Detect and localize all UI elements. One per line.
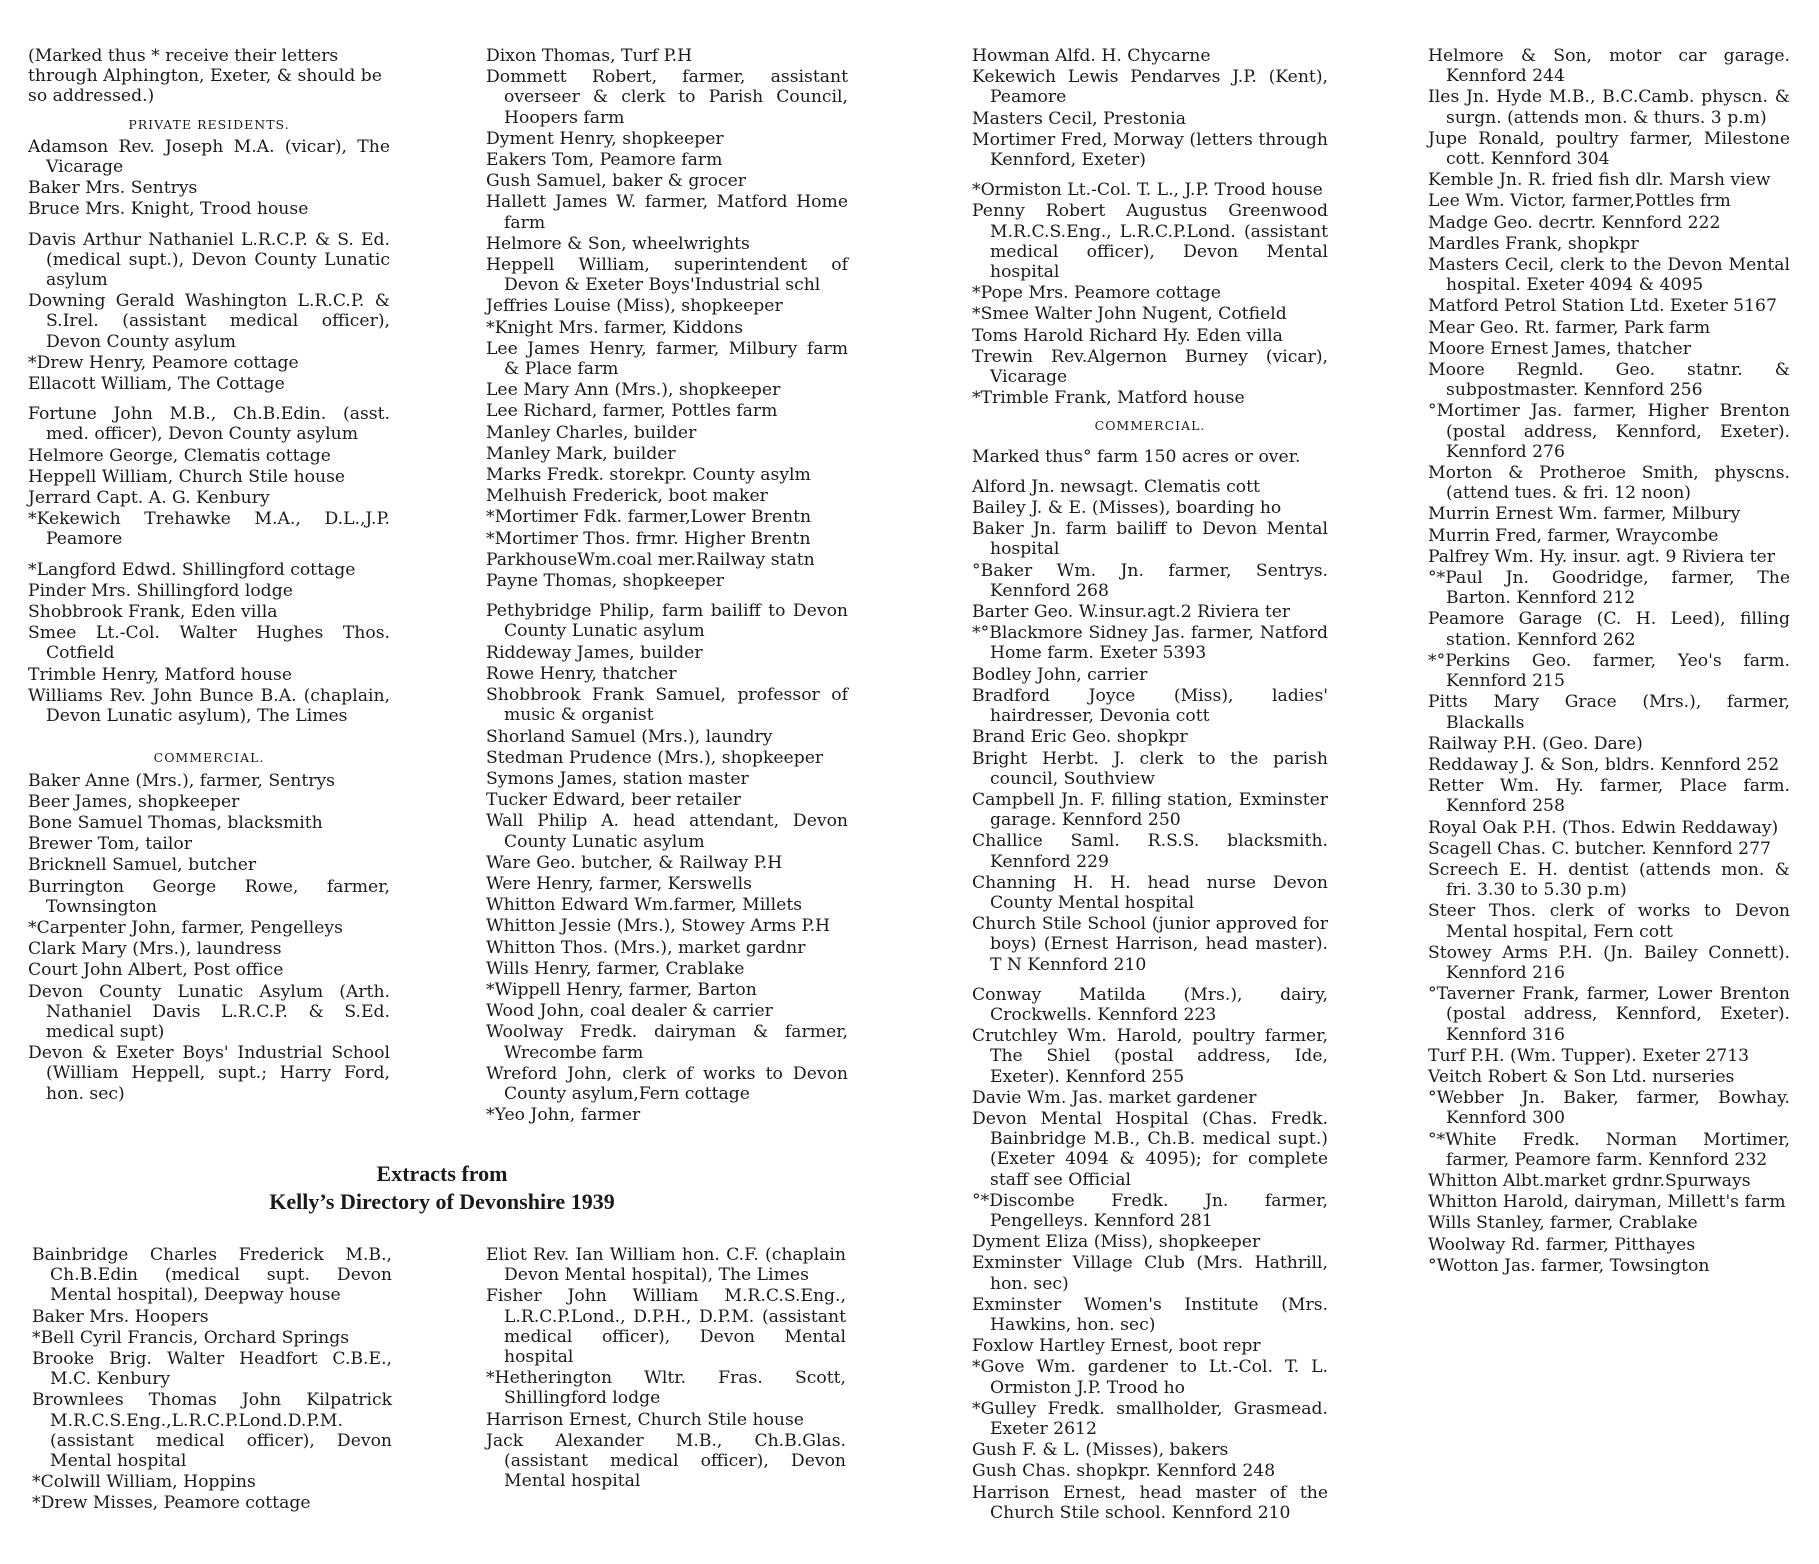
directory-entry: Scagell Chas. C. butcher. Kennford 277 [1428, 838, 1771, 859]
directory-entry: Stowey Arms P.H. (Jn. Bailey Connett). Kennford 216 [1428, 942, 1790, 983]
directory-entry: Mear Geo. Rt. farmer, Park farm [1428, 317, 1711, 338]
directory-entry: °Wotton Jas. farmer, Towsington [1428, 1255, 1710, 1276]
directory-entry: Screech E. H. dentist (attends mon. & fri. 3.30 to 5.30 p.m) [1428, 859, 1790, 901]
directory-entry: Bainbridge Charles Frederick M.B., Ch.B.Edin (medical supt. Devon Mental hospital), Deepway house [32, 1245, 392, 1306]
directory-entry: Mortimer Fred, Morway (letters through Kennford, Exeter) [972, 129, 1328, 171]
directory-entry: Melhuish Frederick, boot maker [486, 486, 768, 507]
directory-entry: Murrin Fred, farmer, Wraycombe [1428, 525, 1719, 546]
directory-entry: *°Perkins Geo. farmer, Yeo's farm. Kennford 215 [1428, 650, 1790, 692]
commercial-list [28, 771, 390, 1104]
directory-entry: *Kekewich Trehawke M.A., D.L.,J.P. Peamore [28, 509, 390, 550]
directory-entry: Burrington George Rowe, farmer, Townsington [28, 876, 390, 917]
directory-entry: Rowe Henry, thatcher [486, 663, 677, 684]
directory-entry: Lee Mary Ann (Mrs.), shopkeeper [486, 380, 781, 401]
directory-entry: Pinder Mrs. Shillingford lodge [28, 580, 293, 601]
directory-entry: Moore Regnld. Geo. statnr. & subpostmaster. Kennford 256 [1428, 360, 1790, 401]
directory-entry: Dixon Thomas, Turf P.H [486, 46, 693, 66]
directory-entry: *Drew Henry, Peamore cottage [28, 352, 299, 373]
directory-entry: *Wippell Henry, farmer, Barton [486, 979, 757, 1000]
directory-entry: Hallett James W. farmer, Matford Home farm [486, 192, 848, 233]
directory-entry: *Bell Cyril Francis, Orchard Springs [32, 1327, 350, 1348]
directory-entry: *Yeo John, farmer [486, 1105, 641, 1126]
directory-entry: Toms Harold Richard Hy. Eden villa [972, 325, 1283, 346]
directory-entry: Pethybridge Philip, farm bailiff to Devon County Lunatic asylum [486, 601, 848, 642]
directory-entry: Baker Mrs. Sentrys [28, 178, 198, 199]
directory-entry: Turf P.H. (Wm. Tupper). Exeter 2713 [1428, 1045, 1750, 1066]
directory-entry: Steer Thos. clerk of works to Devon Mental hospital, Fern cott [1428, 901, 1790, 942]
directory-entry: Lee James Henry, farmer, Milbury farm & Place farm [486, 338, 848, 380]
directory-entry: Trimble Henry, Matford house [28, 664, 293, 685]
directory-entry: Madge Geo. decrtr. Kennford 222 [1428, 212, 1721, 233]
directory-entry: Helmore & Son, motor car garage. Kennford 244 [1428, 46, 1790, 87]
directory-entry: Kemble Jn. R. fried fish dlr. Marsh view [1428, 170, 1771, 191]
directory-entry: Helmore George, Clematis cottage [28, 445, 331, 466]
directory-entry: Wills Stanley, farmer, Crablake [1428, 1213, 1698, 1234]
directory-entry: Devon Mental Hospital (Chas. Fredk. Bainbridge M.B., Ch.B. medical supt.) (Exeter 4094 & 4095); for complete staff see Official [972, 1108, 1328, 1190]
directory-entry: Wood John, coal dealer & carrier [486, 1001, 773, 1022]
directory-entry: Crutchley Wm. Harold, poultry farmer, The Shiel (postal address, Ide, Exeter). Kennford 255 [972, 1026, 1328, 1087]
directory-entry: Adamson Rev. Joseph M.A. (vicar), The Vicarage [28, 136, 390, 178]
column-2 [486, 46, 848, 1126]
directory-entry: Peamore Garage (C. H. Leed), filling station. Kennford 262 [1428, 609, 1790, 650]
directory-entry: *Gulley Fredk. smallholder, Grasmead. Exeter 2612 [972, 1398, 1328, 1439]
column-1 [28, 46, 390, 1105]
directory-entry: Moore Ernest James, thatcher [1428, 338, 1691, 359]
directory-entry: Shorland Samuel (Mrs.), laundry [486, 726, 773, 747]
directory-entry: Channing H. H. head nurse Devon County Mental hospital [972, 872, 1328, 913]
directory-entry: Were Henry, farmer, Kerswells [486, 873, 752, 894]
directory-entry: Stedman Prudence (Mrs.), shopkeeper [486, 747, 824, 768]
directory-entry: Palfrey Wm. Hy. insur. agt. 9 Riviera ter [1428, 546, 1775, 567]
directory-entry: Conway Matilda (Mrs.), dairy, Crockwells. Kennford 223 [972, 984, 1328, 1025]
directory-entry: Ware Geo. butcher, & Railway P.H [486, 852, 783, 873]
extract-heading [220, 1160, 664, 1216]
directory-entry: Penny Robert Augustus Greenwood M.R.C.S.Eng., L.R.C.P.Lond. (assistant medical officer), Devon Mental hospital [972, 201, 1328, 283]
directory-entry: Baker Mrs. Hoopers [32, 1306, 209, 1327]
directory-entry: Wreford John, clerk of works to Devon County asylum,Fern cottage [486, 1063, 848, 1104]
column-1939-a [32, 1245, 392, 1515]
heading-line-2: Kelly’s Directory of Devonshire 1939 [269, 1189, 615, 1214]
directory-entry: Dommett Robert, farmer, assistant overseer & clerk to Parish Council, Hoopers farm [486, 67, 848, 128]
directory-entry: Howman Alfd. H. Chycarne [972, 46, 1211, 66]
directory-entry: Lee Richard, farmer, Pottles farm [486, 401, 778, 422]
directory-entry: Dyment Eliza (Miss), shopkeeper [972, 1232, 1261, 1253]
directory-entry: Masters Cecil, Prestonia [972, 108, 1186, 129]
directory-entry: Gush F. & L. (Misses), bakers [972, 1440, 1229, 1461]
directory-entry: Williams Rev. John Bunce B.A. (chaplain, Devon Lunatic asylum), The Limes [28, 685, 390, 727]
directory-entry: Devon County Lunatic Asylum (Arth. Nathaniel Davis L.R.C.P. & S.Ed. medical supt) [28, 981, 390, 1042]
directory-entry: Brand Eric Geo. shopkpr [972, 727, 1188, 748]
directory-entry: Bricknell Samuel, butcher [28, 855, 257, 876]
directory-entry: Tucker Edward, beer retailer [486, 790, 742, 811]
private-residents-heading: PRIVATE RESIDENTS. [128, 116, 290, 132]
directory-entry: Woolway Rd. farmer, Pitthayes [1428, 1234, 1696, 1255]
directory-entry: Jeffries Louise (Miss), shopkeeper [486, 296, 783, 317]
directory-entry: Davie Wm. Jas. market gardener [972, 1087, 1257, 1108]
directory-entry: Whitton Jessie (Mrs.), Stowey Arms P.H [486, 916, 831, 937]
directory-entry: Morton & Protheroe Smith, physcns. (attend tues. & fri. 12 noon) [1428, 463, 1790, 504]
commercial-heading-1939: COMMERCIAL. [1094, 418, 1206, 434]
directory-entry: Wills Henry, farmer, Crablake [486, 958, 745, 979]
letters-note: (Marked thus * receive their letters through Alphington, Exeter, & should be so addressed.) [28, 46, 382, 107]
directory-entry: Marks Fredk. storekpr. County asylm [486, 465, 811, 486]
directory-entry: Davis Arthur Nathaniel L.R.C.P. & S. Ed. (medical supt.), Devon County Lunatic asylum [28, 229, 390, 291]
directory-entry: Barter Geo. W.insur.agt.2 Riviera ter [972, 602, 1291, 623]
directory-entry: Railway P.H. (Geo. Dare) [1428, 733, 1643, 754]
directory-entry: Payne Thomas, shopkeeper [486, 571, 725, 592]
private-residents-1939-list [32, 1245, 392, 1514]
directory-entry: Bodley John, carrier [972, 664, 1148, 685]
directory-entry: Helmore & Son, wheelwrights [486, 233, 750, 254]
column-4 [1428, 46, 1790, 1277]
heading-line-1: Extracts from [376, 1161, 508, 1186]
private-residents-1939-list-right [972, 46, 1328, 408]
directory-entry: ParkhouseWm.coal mer.Railway statn [486, 549, 815, 570]
directory-entry: Kekewich Lewis Pendarves J.P. (Kent), Peamore [972, 67, 1328, 108]
directory-entry: °Taverner Frank, farmer, Lower Brenton (postal address, Kennford, Exeter). Kennford 316 [1428, 984, 1790, 1045]
directory-entry: °*Discombe Fredk. Jn. farmer, Pengelleys. Kennford 281 [972, 1190, 1328, 1231]
directory-entry: Fortune John M.B., Ch.B.Edin. (asst. med. officer), Devon County asylum [28, 404, 390, 445]
directory-entry: Dyment Henry, shopkeeper [486, 128, 724, 149]
directory-entry: *Knight Mrs. farmer, Kiddons [486, 317, 744, 338]
directory-entry: *Gove Wm. gardener to Lt.-Col. T. L. Ormiston J.P. Trood ho [972, 1357, 1328, 1398]
directory-entry: Shobbrook Frank Samuel, professor of music & organist [486, 685, 848, 726]
directory-entry: Whitton Harold, dairyman, Millett's farm [1428, 1192, 1786, 1213]
directory-entry: Church Stile School (junior approved for boys) (Ernest Harrison, head master). T N Kennford 210 [972, 914, 1328, 975]
directory-entry: Gush Chas. shopkpr. Kennford 248 [972, 1461, 1276, 1482]
directory-entry: Iles Jn. Hyde M.B., B.C.Camb. physcn. & surgn. (attends mon. & thurs. 3 p.m) [1428, 87, 1790, 128]
directory-entry: Whitton Albt.market grdnr.Spurways [1428, 1170, 1751, 1191]
directory-entry: Bailey J. & E. (Misses), boarding ho [972, 498, 1282, 519]
directory-entry: Jack Alexander M.B., Ch.B.Glas. (assistant medical officer), Devon Mental hospital [486, 1430, 846, 1492]
directory-entry: Foxlow Hartley Ernest, boot repr [972, 1336, 1261, 1357]
directory-entry: Matford Petrol Station Ltd. Exeter 5167 [1428, 296, 1777, 317]
directory-entry: Harrison Ernest, Church Stile house [486, 1409, 804, 1430]
directory-entry: Jupe Ronald, poultry farmer, Milestone cott. Kennford 304 [1428, 128, 1790, 170]
directory-entry: Whitton Edward Wm.farmer, Millets [486, 895, 803, 916]
directory-entry: Fisher John William M.R.C.S.Eng., L.R.C.P.Lond., D.P.H., D.P.M. (assistant medical officer), Devon Mental hospital [486, 1286, 846, 1368]
directory-entry: Brewer Tom, tailor [28, 834, 192, 855]
column-3 [972, 46, 1328, 1524]
directory-entry: Campbell Jn. F. filling station, Exminster garage. Kennford 250 [972, 789, 1328, 831]
directory-entry: Baker Anne (Mrs.), farmer, Sentrys [28, 770, 335, 791]
directory-entry: Lee Wm. Victor, farmer,Pottles frm [1428, 191, 1731, 212]
directory-entry: Shobbrook Frank, Eden villa [28, 602, 278, 623]
column-1939-b [486, 1245, 846, 1492]
directory-entry: Smee Lt.-Col. Walter Hughes Thos. Cotfield [28, 623, 390, 664]
directory-entry: Symons James, station master [486, 768, 749, 789]
directory-entry: Heppell William, Church Stile house [28, 466, 346, 487]
directory-entry: Exminster Women's Institute (Mrs. Hawkins, hon. sec) [972, 1294, 1328, 1335]
directory-entry: *Langford Edwd. Shillingford cottage [28, 559, 356, 580]
directory-entry: Beer James, shopkeeper [28, 791, 240, 812]
directory-entry: *Drew Misses, Peamore cottage [32, 1493, 311, 1514]
directory-entry: Eliot Rev. Ian William hon. C.F. (chaplain Devon Mental hospital), The Limes [486, 1245, 846, 1286]
directory-entry: Downing Gerald Washington L.R.C.P. & S.Irel. (assistant medical officer), Devon County asylum [28, 291, 390, 352]
directory-entry: Bright Herbt. J. clerk to the parish council, Southview [972, 748, 1328, 789]
commercial-1939-list-continued [1428, 46, 1790, 1276]
directory-entry: Murrin Ernest Wm. farmer, Milbury [1428, 504, 1741, 525]
directory-entry: *Mortimer Thos. frmr. Higher Brentn [486, 528, 811, 549]
directory-entry: *Trimble Frank, Matford house [972, 388, 1245, 409]
directory-entry: *Hetherington Wltr. Fras. Scott, Shillingford lodge [486, 1368, 846, 1409]
directory-entry: °Baker Wm. Jn. farmer, Sentrys. Kennford 268 [972, 560, 1328, 601]
directory-entry: Eakers Tom, Peamore farm [486, 150, 723, 171]
directory-entry: Whitton Thos. (Mrs.), market gardnr [486, 937, 806, 958]
commercial-list-continued [486, 46, 848, 1125]
directory-entry: Retter Wm. Hy. farmer, Place farm. Kennford 258 [1428, 776, 1790, 817]
private-residents-list [28, 137, 390, 726]
directory-entry: Reddaway J. & Son, bldrs. Kennford 252 [1428, 754, 1780, 775]
directory-entry: Bone Samuel Thomas, blacksmith [28, 812, 323, 833]
directory-entry: *Mortimer Fdk. farmer,Lower Brentn [486, 507, 812, 528]
directory-entry: Heppell William, superintendent of Devon & Exeter Boys'Industrial schl [486, 255, 848, 296]
directory-entry: Pitts Mary Grace (Mrs.), farmer, Blackalls [1428, 692, 1790, 733]
directory-entry: °Mortimer Jas. farmer, Higher Brenton (postal address, Kennford, Exeter). Kennford 276 [1428, 401, 1790, 462]
private-residents-1939-list-continued [486, 1245, 846, 1491]
directory-entry: *Smee Walter John Nugent, Cotfield [972, 304, 1287, 325]
directory-entry: Woolway Fredk. dairyman & farmer, Wrecombe farm [486, 1022, 848, 1063]
directory-entry: Jerrard Capt. A. G. Kenbury [28, 488, 270, 509]
directory-entry: Royal Oak P.H. (Thos. Edwin Reddaway) [1428, 817, 1779, 838]
commercial-heading: COMMERCIAL. [153, 750, 265, 766]
directory-entry: Veitch Robert & Son Ltd. nurseries [1428, 1066, 1735, 1087]
directory-entry: Wall Philip A. head attendant, Devon County Lunatic asylum [486, 811, 848, 852]
directory-entry: *Colwill William, Hoppins [32, 1472, 256, 1493]
directory-entry: °*White Fredk. Norman Mortimer, farmer, Peamore farm. Kennford 232 [1428, 1129, 1790, 1170]
directory-entry: Court John Albert, Post office [28, 960, 284, 981]
directory-entry: Trewin Rev.Algernon Burney (vicar), Vicarage [972, 346, 1328, 388]
directory-entry: °Webber Jn. Baker, farmer, Bowhay. Kennford 300 [1428, 1088, 1790, 1129]
directory-entry: Gush Samuel, baker & grocer [486, 171, 746, 192]
directory-entry: Bruce Mrs. Knight, Trood house [28, 199, 309, 220]
directory-entry: *Pope Mrs. Peamore cottage [972, 283, 1221, 304]
directory-entry: Manley Charles, builder [486, 422, 697, 443]
directory-entry: Harrison Ernest, head master of the Church Stile school. Kennford 210 [972, 1482, 1328, 1523]
directory-entry: Ellacott William, The Cottage [28, 374, 285, 395]
directory-entry: °*Paul Jn. Goodridge, farmer, The Barton. Kennford 212 [1428, 568, 1790, 609]
directory-entry: *°Blackmore Sidney Jas. farmer, Natford Home farm. Exeter 5393 [972, 623, 1328, 664]
directory-entry: Bradford Joyce (Miss), ladies' hairdresser, Devonia cott [972, 685, 1328, 727]
farm-note: Marked thus° farm 150 acres or over. [972, 446, 1301, 467]
directory-entry: Clark Mary (Mrs.), laundress [28, 939, 282, 960]
directory-entry: Alford Jn. newsagt. Clematis cott [972, 476, 1260, 497]
directory-entry: Masters Cecil, clerk to the Devon Mental hospital. Exeter 4094 & 4095 [1428, 255, 1790, 296]
directory-entry: Brooke Brig. Walter Headfort C.B.E., M.C. Kenbury [32, 1349, 392, 1390]
directory-entry: Manley Mark, builder [486, 443, 676, 464]
directory-entry: Exminster Village Club (Mrs. Hathrill, hon. sec) [972, 1253, 1328, 1294]
directory-entry: *Ormiston Lt.-Col. T. L., J.P. Trood house [972, 180, 1323, 201]
commercial-1939-list [972, 477, 1328, 1523]
directory-entry: Mardles Frank, shopkpr [1428, 233, 1639, 254]
directory-entry: Brownlees Thomas John Kilpatrick M.R.C.S.Eng.,L.R.C.P.Lond.D.P.M. (assistant medical officer), Devon Mental hospital [32, 1390, 392, 1472]
directory-entry: Challice Saml. R.S.S. blacksmith. Kennford 229 [972, 831, 1328, 872]
directory-entry: Devon & Exeter Boys' Industrial School (William Heppell, supt.; Harry Ford, hon. sec) [28, 1043, 390, 1104]
directory-entry: Riddeway James, builder [486, 642, 703, 663]
directory-entry: Baker Jn. farm bailiff to Devon Mental hospital [972, 519, 1328, 560]
directory-entry: *Carpenter John, farmer, Pengelleys [28, 917, 343, 938]
